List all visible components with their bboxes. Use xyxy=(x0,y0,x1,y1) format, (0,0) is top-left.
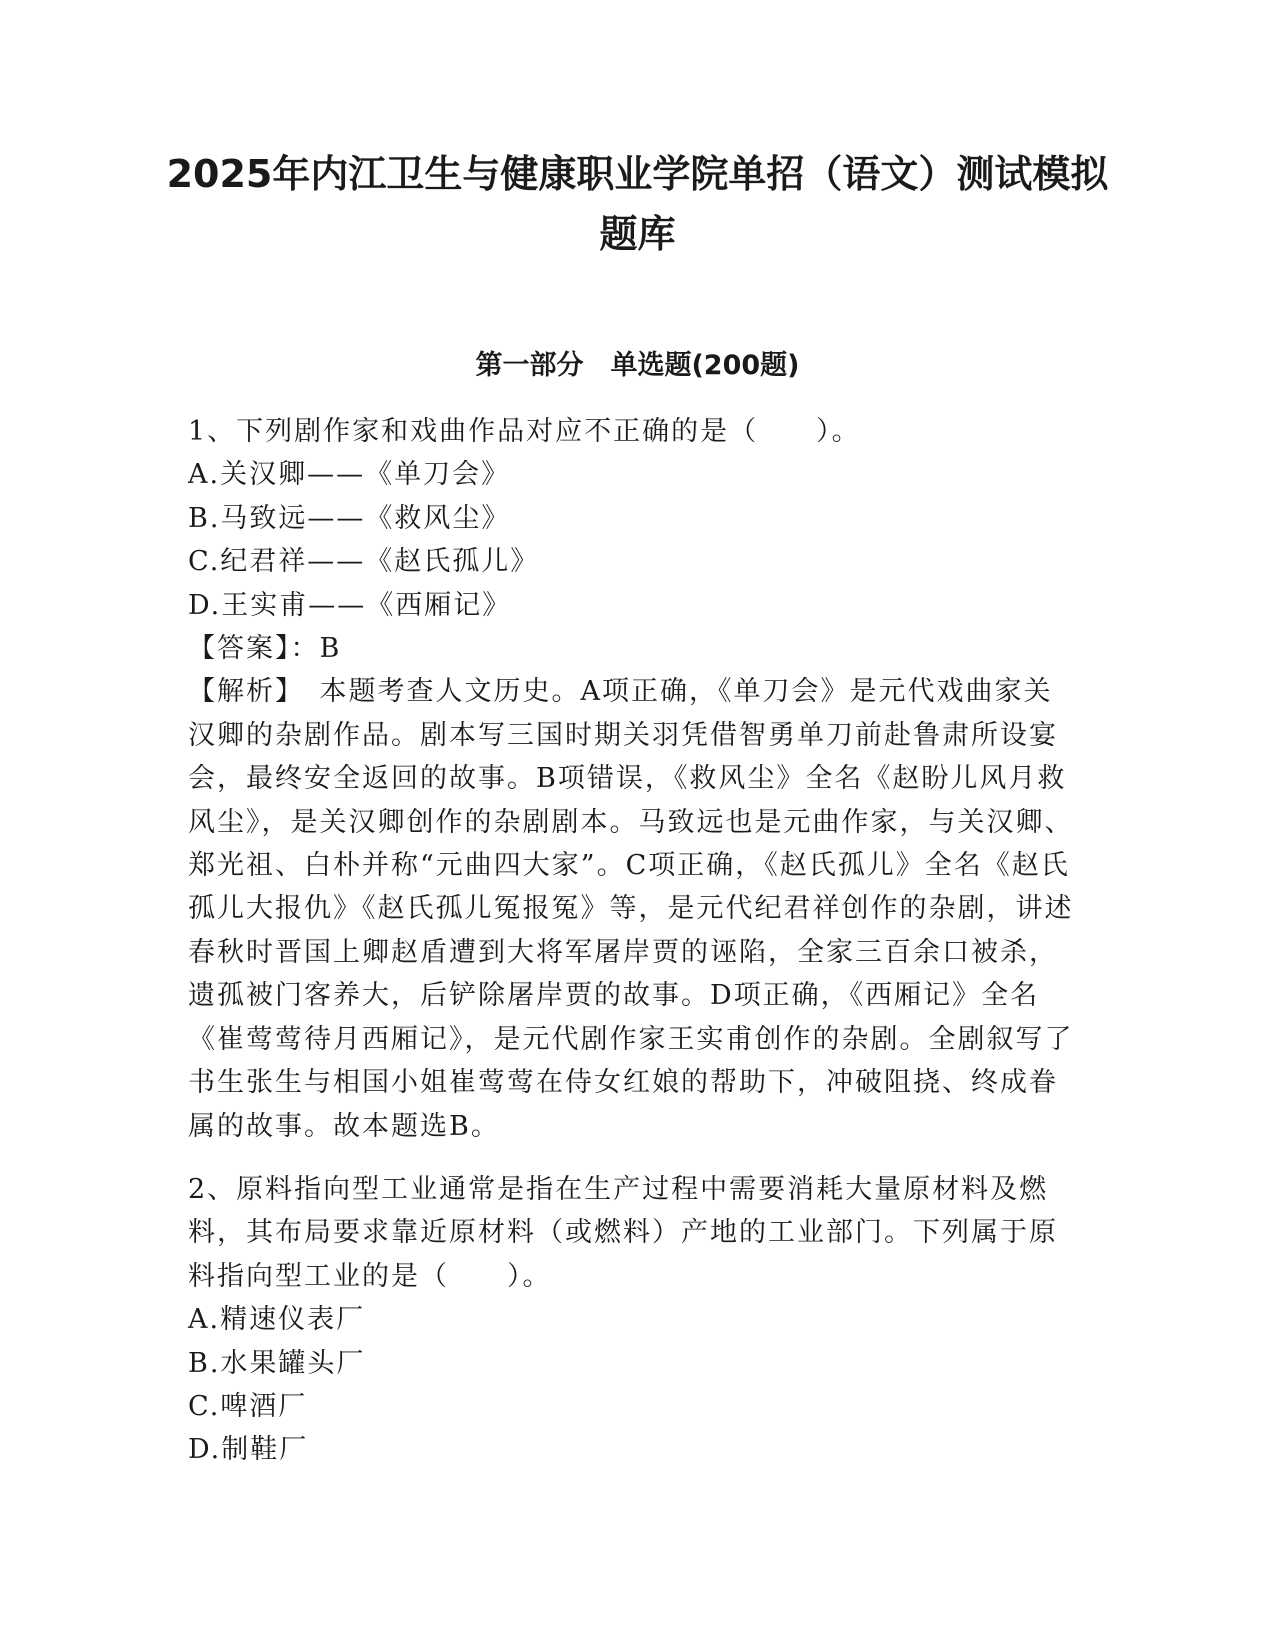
option-c: C.啤酒厂 xyxy=(188,1390,308,1422)
option-d: D.制鞋厂 xyxy=(188,1434,309,1466)
analysis-label: 【解析】 xyxy=(188,676,291,708)
section-title: 第一部分 单选题(200题) xyxy=(475,350,800,381)
answer-value: B xyxy=(319,633,342,665)
document-title: 2025年内江卫生与健康职业学院单招（语文）测试模拟题库 xyxy=(166,152,1109,256)
answer-line xyxy=(188,627,1078,670)
option-d: D.王实甫——《西厢记》 xyxy=(188,589,512,621)
analysis-text: 本题考查人文历史。A项正确，《单刀会》是元代戏曲家关汉卿的杂剧作品。剧本写三国时期关羽凭借智勇单刀前赴鲁肃所设宴会，最终安全返回的故事。B项错误，《救风尘》全名《赵盼儿风月救风尘》，是关汉卿创作的杂剧剧本。马致远也是元曲作家，与关汉卿、郑光祖、白朴并称“元曲四大家”。C项正确，《赵氏孤儿》全名《赵氏孤儿大报仇》《赵氏孤儿冤报冤》等，是元代纪君祥创作的杂剧，讲述春秋时晋国上卿赵盾遭到大将军屠岸贾的诬陷，全家三百余口被杀，遗孤被门客养大，后铲除屠岸贾的故事。D项正确，《西厢记》全名《崔莺莺待月西厢记》，是元代剧作家王实甫创作的杂剧。全剧叙写了书生张生与相国小姐崔莺莺在侍女红娘的帮助下，冲破阻挠、终成眷属的故事。故本题选B。 xyxy=(188,676,1074,1142)
analysis-paragraph xyxy=(188,670,1078,1147)
option-b: B.水果罐头厂 xyxy=(188,1347,366,1379)
question-gap xyxy=(188,1148,1078,1168)
question-stem: 2、原料指向型工业通常是指在生产过程中需要消耗大量原材料及燃料，其布局要求靠近原材料（或燃料）产地的工业部门。下列属于原料指向型工业的是（ ）。 xyxy=(188,1173,1058,1292)
question-2 xyxy=(188,1168,1078,1472)
option-a: A.精速仪表厂 xyxy=(188,1304,366,1336)
question-list xyxy=(188,410,1078,1472)
question-1 xyxy=(188,410,1078,1148)
option-b: B.马致远——《救风尘》 xyxy=(188,502,511,534)
answer-label: 【答案】： xyxy=(188,633,320,665)
question-stem: 1、下列剧作家和戏曲作品对应不正确的是（ ）。 xyxy=(188,416,861,447)
option-c: C.纪君祥——《赵氏孤儿》 xyxy=(188,546,540,578)
option-a: A.关汉卿——《单刀会》 xyxy=(188,459,511,491)
